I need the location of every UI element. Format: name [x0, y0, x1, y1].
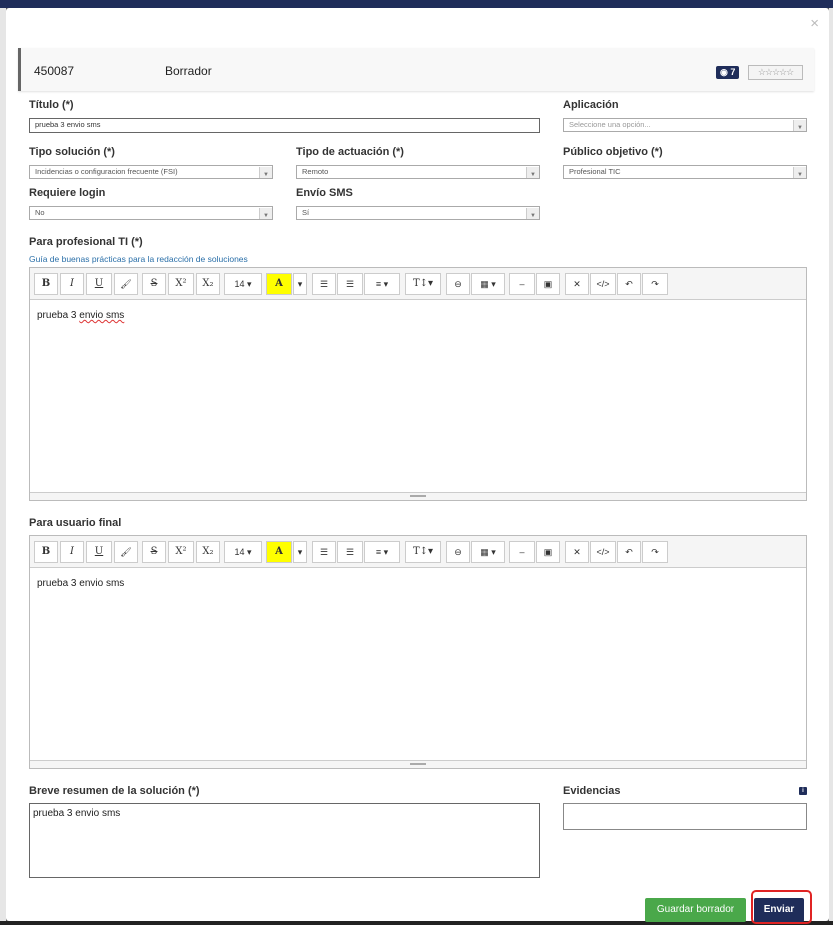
aplicacion-placeholder: Seleccione una opción... — [569, 120, 651, 129]
highlight-button[interactable]: A — [266, 273, 292, 295]
publico-objetivo-value: Profesional TIC — [569, 167, 621, 176]
superscript-button[interactable]: X² — [168, 541, 194, 563]
evidencias-label: Evidencias — [563, 785, 621, 797]
titulo-label: Título (*) — [29, 99, 74, 111]
undo-icon[interactable]: ↶ — [617, 273, 641, 295]
table-dropdown[interactable]: ▦ ▾ — [471, 541, 505, 563]
chevron-down-icon: ▼ — [793, 167, 806, 179]
unordered-list-icon[interactable]: ☰ — [312, 273, 336, 295]
horizontal-rule-icon[interactable]: – — [509, 273, 535, 295]
editor-content[interactable] — [37, 310, 124, 321]
views-count: 7 — [730, 67, 736, 77]
superscript-button[interactable]: X² — [168, 273, 194, 295]
tipo-solucion-select[interactable] — [29, 165, 273, 179]
subscript-button[interactable]: X₂ — [196, 541, 220, 563]
guide-link[interactable]: Guía de buenas prácticas para la redacción de soluciones — [29, 254, 248, 264]
strikethrough-button[interactable]: S — [142, 273, 166, 295]
star-rating[interactable]: ☆☆☆☆☆ — [748, 65, 803, 80]
requiere-login-select[interactable] — [29, 206, 273, 220]
link-icon[interactable]: ⊖ — [446, 273, 470, 295]
publico-objetivo-select[interactable] — [563, 165, 807, 179]
tipo-actuacion-select[interactable] — [296, 165, 540, 179]
chevron-down-icon: ▼ — [259, 208, 272, 220]
profesional-ti-label: Para profesional TI (*) — [29, 236, 143, 248]
evidencias-dropzone[interactable] — [563, 803, 807, 830]
unordered-list-icon[interactable]: ☰ — [312, 541, 336, 563]
envio-sms-select[interactable] — [296, 206, 540, 220]
link-icon[interactable]: ⊖ — [446, 541, 470, 563]
align-dropdown[interactable]: ≡ ▾ — [364, 273, 400, 295]
ordered-list-icon[interactable]: ☰ — [337, 541, 363, 563]
underline-button[interactable]: U — [86, 541, 112, 563]
bold-button[interactable]: B — [34, 273, 58, 295]
editor-resize-handle[interactable] — [30, 492, 806, 500]
code-view-icon[interactable]: </> — [590, 541, 616, 563]
solution-header — [18, 48, 814, 91]
envio-sms-label: Envío SMS — [296, 187, 353, 199]
chevron-down-icon: ▼ — [793, 120, 806, 132]
editor-text-misspelled: envio sms — [79, 310, 125, 321]
image-icon[interactable]: ▣ — [536, 541, 560, 563]
status-label: Borrador — [165, 64, 212, 78]
font-size-dropdown[interactable]: 14 ▾ — [224, 273, 262, 295]
close-icon[interactable]: × — [810, 15, 819, 32]
undo-icon[interactable]: ↶ — [617, 541, 641, 563]
requiere-login-value: No — [35, 208, 45, 217]
highlight-dropdown[interactable]: ▾ — [293, 541, 307, 563]
envio-sms-value: Sí — [302, 208, 310, 217]
horizontal-rule-icon[interactable]: – — [509, 541, 535, 563]
fullscreen-icon[interactable]: ✕ — [565, 541, 589, 563]
code-view-icon[interactable]: </> — [590, 273, 616, 295]
requiere-login-label: Requiere login — [29, 187, 106, 199]
editor-resize-handle[interactable] — [30, 760, 806, 768]
aplicacion-label: Aplicación — [563, 99, 619, 111]
highlight-dropdown[interactable]: ▾ — [293, 273, 307, 295]
image-icon[interactable]: ▣ — [536, 273, 560, 295]
aplicacion-select[interactable] — [563, 118, 807, 132]
redo-icon[interactable]: ↷ — [642, 541, 668, 563]
strikethrough-button[interactable]: S — [142, 541, 166, 563]
fullscreen-icon[interactable]: ✕ — [565, 273, 589, 295]
info-icon[interactable]: i — [799, 787, 807, 795]
italic-button[interactable]: I — [60, 273, 84, 295]
solution-modal — [6, 8, 829, 921]
chevron-down-icon: ▼ — [526, 208, 539, 220]
editor-toolbar — [30, 268, 806, 300]
tipo-solucion-value: Incidencias o configuracion frecuente (FSI) — [35, 167, 178, 176]
text-style-dropdown[interactable]: T↕▾ — [405, 541, 441, 563]
italic-button[interactable]: I — [60, 541, 84, 563]
editor-content[interactable] — [37, 578, 124, 589]
resumen-label: Breve resumen de la solución (*) — [29, 785, 200, 797]
font-size-dropdown[interactable]: 14 ▾ — [224, 541, 262, 563]
highlight-button[interactable]: A — [266, 541, 292, 563]
redo-icon[interactable]: ↷ — [642, 273, 668, 295]
publico-objetivo-label: Público objetivo (*) — [563, 146, 663, 158]
tipo-solucion-label: Tipo solución (*) — [29, 146, 115, 158]
solution-id: 450087 — [34, 64, 75, 78]
underline-button[interactable]: U — [86, 273, 112, 295]
subscript-button[interactable]: X₂ — [196, 273, 220, 295]
titulo-input[interactable]: prueba 3 envio sms — [29, 118, 540, 133]
editor-usuario-final — [29, 535, 807, 769]
editor-text: prueba 3 envio sms — [37, 578, 125, 589]
top-strip — [0, 0, 833, 8]
align-dropdown[interactable]: ≡ ▾ — [364, 541, 400, 563]
tipo-actuacion-label: Tipo de actuación (*) — [296, 146, 404, 158]
views-badge: ◉ 7 — [716, 66, 739, 79]
background-right — [829, 8, 833, 925]
send-button[interactable]: Enviar — [754, 898, 804, 922]
chevron-down-icon: ▼ — [526, 167, 539, 179]
eraser-icon[interactable]: 🖌 — [114, 541, 138, 563]
table-dropdown[interactable]: ▦ ▾ — [471, 273, 505, 295]
ordered-list-icon[interactable]: ☰ — [337, 273, 363, 295]
chevron-down-icon: ▼ — [259, 167, 272, 179]
usuario-final-label: Para usuario final — [29, 517, 122, 529]
bold-button[interactable]: B — [34, 541, 58, 563]
editor-text: prueba 3 — [37, 310, 80, 321]
editor-profesional-ti — [29, 267, 807, 501]
editor-toolbar — [30, 536, 806, 568]
eraser-icon[interactable]: 🖌 — [114, 273, 138, 295]
save-draft-button[interactable]: Guardar borrador — [645, 898, 746, 922]
resumen-textarea[interactable]: prueba 3 envio sms — [29, 803, 540, 878]
tipo-actuacion-value: Remoto — [302, 167, 329, 176]
text-style-dropdown[interactable]: T↕▾ — [405, 273, 441, 295]
